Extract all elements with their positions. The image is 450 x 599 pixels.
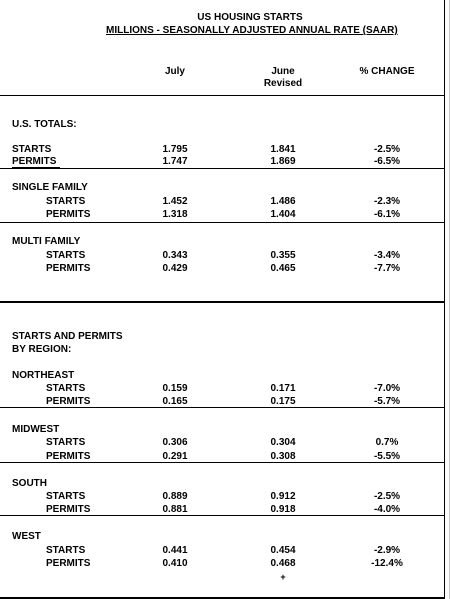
july-value: 0.441	[162, 545, 188, 556]
july-value: 1.318	[162, 209, 188, 220]
row-label: STARTS	[46, 545, 86, 556]
june-value: 0.912	[270, 491, 296, 502]
june-value: 0.171	[270, 383, 296, 394]
row-label: PERMITS	[46, 558, 91, 569]
row-label: PERMITS	[46, 209, 91, 220]
change-value: -3.4%	[373, 250, 401, 261]
row-label: PERMITS	[46, 396, 91, 407]
west-heading: WEST	[12, 531, 41, 542]
northeast-heading: NORTHEAST	[12, 370, 75, 381]
june-value: 0.175	[270, 396, 296, 407]
july-value: 1.747	[162, 156, 188, 167]
change-value: -2.5%	[373, 144, 401, 155]
july-value: 0.159	[162, 383, 188, 394]
col-header-june-revised: Revised	[263, 78, 303, 89]
permits-underline	[12, 167, 60, 168]
change-value: -7.0%	[373, 383, 401, 394]
row-label: PERMITS	[46, 451, 91, 462]
region-heading-line2: BY REGION:	[12, 344, 72, 355]
change-value: -6.1%	[373, 209, 401, 220]
header-divider	[0, 95, 444, 96]
row-label: STARTS	[12, 144, 52, 155]
region-divider	[0, 301, 444, 303]
change-value: 0.7%	[375, 437, 399, 448]
june-value: 1.841	[270, 144, 296, 155]
single-family-heading: SINGLE FAMILY	[12, 182, 88, 193]
change-value: -2.3%	[373, 196, 401, 207]
south-heading: SOUTH	[12, 478, 47, 489]
row-label: STARTS	[46, 383, 86, 394]
row-label: STARTS	[46, 491, 86, 502]
june-value: 0.304	[270, 437, 296, 448]
page-title: US HOUSING STARTS	[197, 12, 303, 23]
change-value: -5.7%	[373, 396, 401, 407]
june-value: 1.486	[270, 196, 296, 207]
col-header-change: % CHANGE	[359, 66, 415, 77]
june-value: 0.454	[270, 545, 296, 556]
row-label: STARTS	[46, 250, 86, 261]
change-value: -2.9%	[373, 545, 401, 556]
change-value: -4.0%	[373, 504, 401, 515]
july-value: 0.343	[162, 250, 188, 261]
june-value: 0.465	[270, 263, 296, 274]
july-value: 0.306	[162, 437, 188, 448]
col-header-june: June	[271, 66, 295, 77]
change-value: -12.4%	[371, 558, 403, 569]
row-label: PERMITS	[46, 504, 91, 515]
july-value: 0.410	[162, 558, 188, 569]
july-value: 1.795	[162, 144, 188, 155]
change-value: -7.7%	[373, 263, 401, 274]
col-header-july: July	[164, 66, 185, 77]
us-totals-heading: U.S. TOTALS:	[12, 119, 77, 130]
july-value: 0.165	[162, 396, 188, 407]
section-divider	[0, 462, 444, 463]
change-value: -5.5%	[373, 451, 401, 462]
right-border	[444, 0, 445, 599]
july-value: 1.452	[162, 196, 188, 207]
multi-family-heading: MULTI FAMILY	[12, 236, 81, 247]
july-value: 0.429	[162, 263, 188, 274]
section-divider	[0, 515, 444, 516]
row-label: STARTS	[46, 196, 86, 207]
july-value: 0.881	[162, 504, 188, 515]
row-label: PERMITS	[46, 263, 91, 274]
june-value: 0.918	[270, 504, 296, 515]
section-divider	[0, 222, 444, 223]
june-value: 0.355	[270, 250, 296, 261]
july-value: 0.291	[162, 451, 188, 462]
midwest-heading: MIDWEST	[12, 424, 60, 435]
change-value: -2.5%	[373, 491, 401, 502]
section-divider	[0, 407, 444, 408]
june-value: 1.404	[270, 209, 296, 220]
change-value: -6.5%	[373, 156, 401, 167]
june-value: 0.468	[270, 558, 296, 569]
section-divider	[0, 168, 444, 169]
june-value: 1.869	[270, 156, 296, 167]
page-subtitle: MILLIONS - SEASONALLY ADJUSTED ANNUAL RATE (SAAR)	[106, 25, 398, 36]
footnote-marker: +	[280, 572, 286, 582]
row-label: PERMITS	[12, 156, 57, 167]
june-value: 0.308	[270, 451, 296, 462]
row-label: STARTS	[46, 437, 86, 448]
region-heading-line1: STARTS AND PERMITS	[12, 331, 123, 342]
july-value: 0.889	[162, 491, 188, 502]
